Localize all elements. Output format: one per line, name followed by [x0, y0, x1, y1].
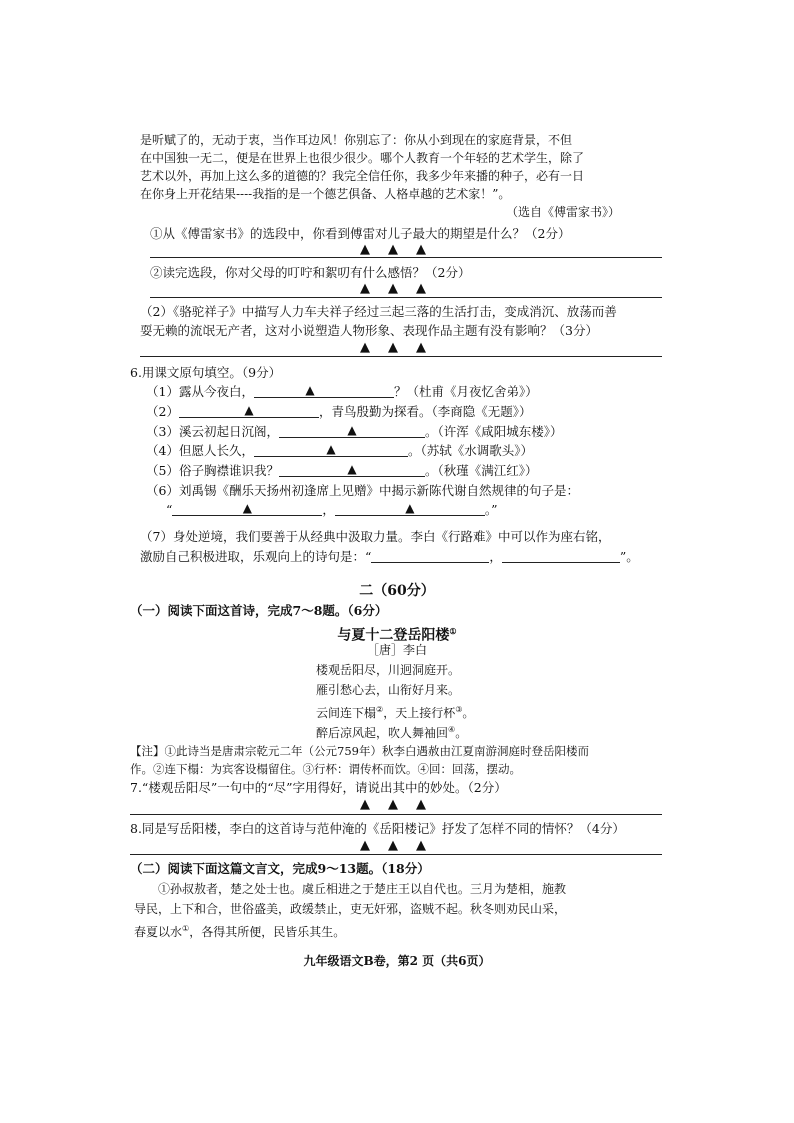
poem-line-3: 云间连下榻②，天上接行杯③。	[316, 705, 475, 720]
part2-title: （二）阅读下面这篇文言文，完成9～13题。（18分）	[130, 861, 430, 876]
answer-marks: ▲▲▲	[360, 838, 444, 853]
answer-line[interactable]	[150, 257, 662, 258]
q6-item-2: （2） ▲ ，青鸟殷勤为探看。（李商隐《无题》）	[146, 403, 532, 419]
letter-line-3: 艺术以外，再加上这么多的道德的？我完全信任你，我多少年来播的种子，必有一日	[140, 169, 585, 183]
fill-blank[interactable]: ▲	[254, 443, 408, 457]
q5-sub2-question: ②读完选段，你对父母的叮咛和絮叨有什么感悟？（2分）	[150, 265, 471, 280]
letter-line-4: 在你身上开花结果----我指的是一个德艺俱备、人格卓越的艺术家！”。	[140, 187, 511, 201]
q6-item-1: （1）露从今夜白， ▲ ？（杜甫《月夜忆舍弟》）	[146, 383, 538, 399]
answer-marks: ▲▲▲	[360, 797, 444, 812]
poem-author: ［唐］李白	[366, 643, 427, 657]
answer-line[interactable]	[140, 356, 662, 357]
q7-question: 7.“楼观岳阳尽”一句中的“尽”字用得好，请说出其中的妙处。（2分）	[130, 780, 507, 795]
answer-line[interactable]	[150, 297, 662, 298]
poem-line-4: 醉后凉风起，吹人舞袖回④。	[316, 725, 468, 740]
poem-note-line2: 作。②连下榻：为宾客设榻留住。③行杯：谓传杯而饮。④回：回荡，摆动。	[130, 762, 521, 776]
answer-marks: ▲▲▲	[360, 242, 444, 257]
answer-marks: ▲▲▲	[360, 281, 444, 296]
q5-part2-line1: （2）《骆驼祥子》中描写人力车夫祥子经过三起三落的生活打击，变成消沉、放荡而善	[140, 304, 617, 319]
q6-item-3: （3）溪云初起日沉阁， ▲ 。（许浑《咸阳城东楼》）	[146, 423, 563, 439]
fill-blank[interactable]: ▲	[254, 384, 394, 398]
letter-line-1: 是听赋了的，无动于衷，当作耳边风！你别忘了：你从小到现在的家庭背景，不但	[140, 133, 573, 147]
poem-title: 与夏十二登岳阳楼①	[337, 626, 457, 644]
fill-blank[interactable]: ▲	[279, 424, 425, 438]
fill-blank[interactable]	[371, 549, 489, 563]
q6-item-6: （6）刘禹锡《酬乐天扬州初逢席上见赠》中揭示新陈代谢自然规律的句子是：	[146, 483, 579, 498]
letter-source: （选自《傅雷家书》）	[506, 205, 621, 219]
q6-item-5: （5）俗子胸襟谁识我？ ▲ 。（秋瑾《满江红》）	[146, 462, 538, 478]
fill-blank[interactable]: ▲	[179, 404, 319, 418]
page-footer: 九年级语文B卷，第2 页（共6页）	[303, 954, 491, 968]
classical-line-3: 春夏以水①，各得其所便，民皆乐其生。	[134, 924, 346, 939]
answer-marks: ▲▲▲	[360, 340, 444, 355]
classical-line-2: 导民，上下和合，世俗盛美，政缓禁止，吏无奸邪，盗贼不起。秋冬则劝民山采，	[134, 902, 567, 916]
poem-note-line1: 【注】①此诗当是唐肃宗乾元二年（公元759年）秋李白遇赦由江夏南游洞庭时登岳阳楼而	[130, 744, 589, 758]
section-title: 二（60分）	[359, 583, 435, 599]
poem-line-1: 楼观岳阳尽，川迥洞庭开。	[316, 663, 461, 677]
fill-blank[interactable]: ▲	[335, 502, 485, 516]
fill-blank[interactable]	[502, 549, 620, 563]
q6-title: 6.用课文原句填空。（9分）	[130, 365, 282, 380]
q6-item-7-line1: （7）身处逆境，我们要善于从经典中汲取力量。李白《行路难》中可以作为座右铭，	[140, 529, 611, 544]
q6-item-7-line2: 激励自己积极进取，乐观向上的诗句是：“ ， ”。	[140, 549, 639, 564]
poem-line-2: 雁引愁心去，山衔好月来。	[316, 683, 461, 697]
q5-sub1-question: ①从《傅雷家书》的选段中，你看到傅雷对儿子最大的期望是什么？（2分）	[150, 226, 571, 241]
q5-part2-line2: 耍无赖的流氓无产者，这对小说塑造人物形象、表现作品主题有没有影响？（3分）	[140, 323, 598, 338]
answer-line[interactable]	[130, 854, 662, 855]
fill-blank[interactable]: ▲	[279, 463, 425, 477]
q6-item-4: （4）但愿人长久， ▲ 。（苏轼《水调歌头》）	[146, 442, 533, 458]
classical-line-1: ①孙叔敖者，楚之处士也。虞丘相进之于楚庄王以自代也。三月为楚相，施教	[158, 882, 567, 896]
letter-line-2: 在中国独一无二，便是在世界上也很少很少。哪个人教育一个年轻的艺术学生，除了	[140, 151, 585, 165]
q8-question: 8.同是写岳阳楼，李白的这首诗与范仲淹的《岳阳楼记》抒发了怎样不同的情怀？（4分）	[130, 821, 625, 836]
fill-blank[interactable]: ▲	[172, 502, 322, 516]
part1-title: （一）阅读下面这首诗，完成7～8题。（6分）	[130, 603, 388, 618]
answer-line[interactable]	[130, 814, 662, 815]
q6-item-6-answer: “ ▲ ， ▲ 。”	[166, 501, 498, 517]
